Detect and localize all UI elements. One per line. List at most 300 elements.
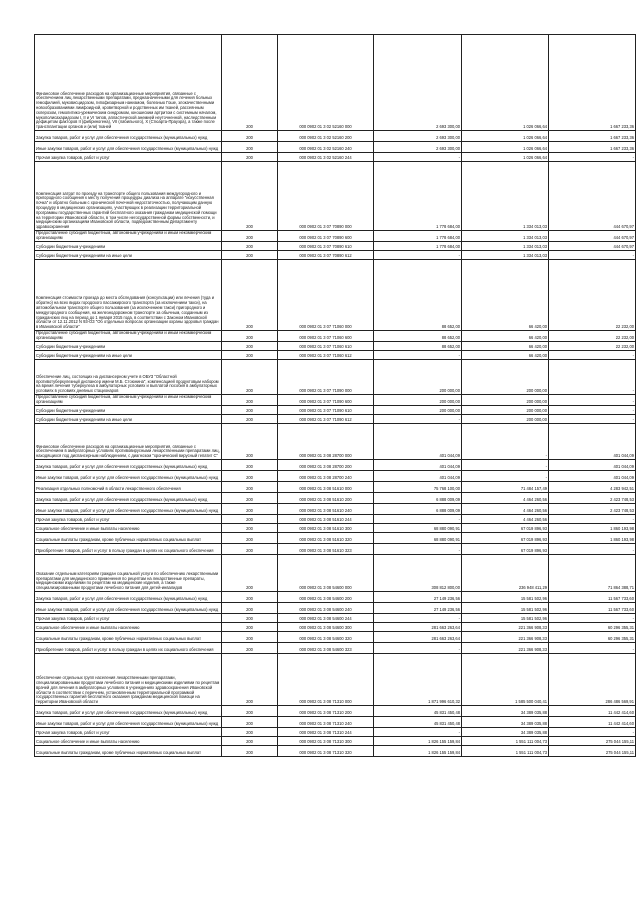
row-approved-amount: 27 149 236,56 (374, 592, 462, 603)
table-row (35, 415, 636, 424)
row-description (35, 142, 222, 153)
row-description-text: Закупка товаров, работ и услуг для обеспечения государственных (муниципальных) нужд (36, 135, 208, 141)
row-approved-amount: 68 880 090,91 (374, 533, 462, 544)
row-description-text: Иные закупки товаров, работ и услуг для обеспечения государственных (муниципальных) нужд (36, 607, 219, 613)
row-description (35, 242, 222, 251)
row-unexecuted-amount: - (549, 351, 636, 360)
row-approved-amount: 2 693 300,00 (374, 35, 462, 131)
table-row (35, 728, 636, 737)
row-description-text: Компенсация стоимости проезда до места обследования (консультации) или лечения (туда и обратно) на всех видах городского пассажирского транспорта (за исключением такси), на автомобильном транспорте общего пользования (за исключением такси) пригородного и междугородного сообщения, на железнодорожном транспорте за обычным, созданным из гражданских лиц на период до 1 января 2015 года, в соответствии с Законом Ивановской области от 12.11.2012 N 93-ОЗ "Об отдельных вопросах организации охраны здоровья граждан в Ивановской области" (36, 295, 219, 330)
row-unexecuted-amount: 401 044,09 (549, 471, 636, 482)
row-budget-code: 000 0902 01 3 08 51610 320 (278, 533, 374, 544)
row-line-code: 200 (222, 623, 278, 632)
row-description (35, 504, 222, 515)
row-line-code: 200 (222, 231, 278, 242)
table-row (35, 331, 636, 342)
row-unexecuted-amount: - (549, 153, 636, 162)
row-budget-code: 000 0902 01 3 08 54600 323 (278, 643, 374, 654)
row-description (35, 544, 222, 555)
row-approved-amount: 401 044,09 (374, 460, 462, 471)
row-budget-code: 000 0902 01 3 08 51610 000 (278, 482, 374, 493)
row-line-code: 200 (222, 153, 278, 162)
row-executed-amount: 200 000,00 (462, 360, 549, 395)
table-row (35, 406, 636, 415)
row-executed-amount: 67 019 896,93 (462, 533, 549, 544)
row-unexecuted-amount: 1 667 233,36 (549, 35, 636, 131)
row-budget-code: 000 0902 01 3 02 52160 240 (278, 142, 374, 153)
row-approved-amount: 1 826 155 159,84 (374, 746, 462, 757)
row-description (35, 131, 222, 142)
row-line-code: 200 (222, 395, 278, 406)
row-unexecuted-amount: - (549, 360, 636, 395)
row-executed-amount: - (462, 424, 549, 460)
row-description-text: Субсидии бюджетным учреждениям на иные цели (36, 353, 132, 359)
row-budget-code: 000 0902 01 3 02 52160 200 (278, 131, 374, 142)
row-unexecuted-amount: 401 044,09 (549, 424, 636, 460)
row-unexecuted-amount: 71 864 388,71 (549, 555, 636, 592)
row-executed-amount: 1 334 013,03 (462, 251, 549, 260)
table-row (35, 351, 636, 360)
row-executed-amount: 1 026 066,64 (462, 35, 549, 131)
row-description (35, 515, 222, 524)
row-executed-amount: 1 026 066,64 (462, 142, 549, 153)
row-line-code: 200 (222, 504, 278, 515)
row-executed-amount: 34 389 035,88 (462, 728, 549, 737)
row-description-text: Предоставление субсидий бюджетным, автономным учреждениям и иным некоммерческим организациям (36, 330, 212, 341)
row-budget-code: 000 0902 01 3 02 52160 244 (278, 153, 374, 162)
row-unexecuted-amount: - (549, 395, 636, 406)
row-budget-code: 000 0902 01 3 08 71310 200 (278, 706, 374, 717)
row-approved-amount: 1 778 684,00 (374, 242, 462, 251)
row-unexecuted-amount: 22 232,00 (549, 260, 636, 331)
row-approved-amount: 1 826 155 159,84 (374, 737, 462, 746)
row-description (35, 706, 222, 717)
row-approved-amount: 401 044,09 (374, 471, 462, 482)
row-budget-code: 000 0902 01 3 07 70890 612 (278, 251, 374, 260)
row-approved-amount: 200 000,00 (374, 406, 462, 415)
row-budget-code: 000 0902 01 3 08 54600 320 (278, 632, 374, 643)
row-budget-code: 000 0902 01 3 08 51610 244 (278, 515, 374, 524)
row-unexecuted-amount: 11 567 733,60 (549, 603, 636, 614)
row-unexecuted-amount: 11 567 733,60 (549, 592, 636, 603)
row-executed-amount: 67 019 896,93 (462, 544, 549, 555)
budget-execution-table (34, 34, 636, 757)
row-unexecuted-amount: 1 860 193,98 (549, 524, 636, 533)
table-row (35, 614, 636, 623)
row-executed-amount: 236 948 411,29 (462, 555, 549, 592)
row-description (35, 623, 222, 632)
row-line-code: 200 (222, 406, 278, 415)
row-description-text: Закупка товаров, работ и услуг для обеспечения государственных (муниципальных) нужд (36, 497, 208, 503)
row-approved-amount: 88 652,00 (374, 342, 462, 351)
row-description (35, 471, 222, 482)
row-description (35, 728, 222, 737)
row-description (35, 533, 222, 544)
row-line-code: 200 (222, 717, 278, 728)
row-budget-code: 000 0902 01 3 07 71090 600 (278, 395, 374, 406)
row-description-text: Компенсация затрат по проезду на транспорте общего пользования междугородного и пригородного сообщения к месту получения процедуры диализа на аппарате "искусственная почка" и обратно больным с хронической почечной недостаточностью, получающим данную процедуру в медицинских организациях, участвующих в реализации территориальной программы государственных гарантий бесплатного оказания гражданам медицинской помощи на территории Ивановской области, в том числе негосударственной формы собственности, и медицинским организациям Ивановской области, подведомственным Департаменту здравоохранения (36, 190, 217, 230)
table-row (35, 493, 636, 504)
row-description-text: Предоставление субсидий бюджетным, автономным учреждениям и иным некоммерческим организациям (36, 230, 212, 241)
row-approved-amount: - (374, 351, 462, 360)
row-unexecuted-amount: - (549, 415, 636, 424)
row-unexecuted-amount: - (549, 728, 636, 737)
row-line-code: 200 (222, 555, 278, 592)
row-executed-amount: 1 026 066,64 (462, 131, 549, 142)
row-description-text: Закупка товаров, работ и услуг для обеспечения государственных (муниципальных) нужд (36, 596, 208, 602)
row-executed-amount: - (462, 460, 549, 471)
row-budget-code: 000 0902 01 3 08 54600 000 (278, 555, 374, 592)
row-approved-amount: 45 831 450,48 (374, 706, 462, 717)
row-unexecuted-amount: 60 296 355,31 (549, 623, 636, 632)
row-description-text: Иные закупки товаров, работ и услуг для обеспечения государственных (муниципальных) нужд (36, 475, 219, 481)
row-line-code: 200 (222, 162, 278, 231)
row-description (35, 35, 222, 131)
table-row (35, 717, 636, 728)
row-executed-amount: 1 334 013,03 (462, 162, 549, 231)
table-row (35, 515, 636, 524)
row-description-text: Субсидии бюджетным учреждениям (36, 408, 106, 414)
table-row (35, 142, 636, 153)
row-approved-amount: 200 000,00 (374, 360, 462, 395)
row-line-code: 200 (222, 35, 278, 131)
row-description-text: Финансовое обеспечение расходов на организационные мероприятия, связанные с обеспечением в амбулаторных условиях противовирусными лекарственными препаратами лиц, находящихся под диспансерным наблюдением, с диагнозом "хронический вирусный гепатит С" (36, 443, 220, 459)
row-budget-code: 000 0902 01 3 07 71090 000 (278, 360, 374, 395)
row-description-text: Реализация отдельных полномочий в области лекарственного обеспечения (36, 486, 181, 492)
row-executed-amount: 66 420,00 (462, 331, 549, 342)
row-executed-amount: 66 420,00 (462, 351, 549, 360)
row-line-code: 200 (222, 482, 278, 493)
row-executed-amount: 4 464 260,56 (462, 493, 549, 504)
row-description-text: Субсидии бюджетным учреждениям (36, 344, 106, 350)
row-approved-amount: 1 778 684,00 (374, 162, 462, 231)
row-line-code: 200 (222, 242, 278, 251)
row-budget-code: 000 0902 01 3 07 70890 610 (278, 242, 374, 251)
row-description (35, 746, 222, 757)
row-description-text: Предоставление субсидий бюджетным, автономным учреждениям и иным некоммерческим организациям (36, 394, 212, 405)
table-row (35, 460, 636, 471)
row-unexecuted-amount: 275 044 155,11 (549, 746, 636, 757)
row-executed-amount: 66 420,00 (462, 260, 549, 331)
row-executed-amount: 1 585 500 040,41 (462, 654, 549, 706)
row-line-code: 200 (222, 544, 278, 555)
row-line-code: 200 (222, 632, 278, 643)
table-row (35, 737, 636, 746)
row-approved-amount: 281 663 263,64 (374, 623, 462, 632)
table-row (35, 35, 636, 131)
row-line-code: 200 (222, 746, 278, 757)
row-description-text: Социальное обеспечение и иные выплаты населению (36, 739, 140, 745)
row-line-code: 200 (222, 614, 278, 623)
row-line-code: 200 (222, 603, 278, 614)
row-approved-amount: 68 880 090,91 (374, 524, 462, 533)
row-approved-amount: 200 000,00 (374, 395, 462, 406)
row-description (35, 406, 222, 415)
row-budget-code: 000 0902 01 3 08 71310 320 (278, 746, 374, 757)
row-approved-amount: 2 693 300,00 (374, 142, 462, 153)
table-row (35, 555, 636, 592)
row-description (35, 251, 222, 260)
row-line-code: 200 (222, 131, 278, 142)
table-row (35, 504, 636, 515)
row-description (35, 395, 222, 406)
row-description-text: Социальные выплаты гражданам, кроме публичных нормативных социальных выплат (36, 750, 201, 756)
row-budget-code: 000 0902 01 3 07 71060 000 (278, 260, 374, 331)
table-row (35, 632, 636, 643)
row-description (35, 342, 222, 351)
row-approved-amount: 27 149 236,56 (374, 603, 462, 614)
row-executed-amount: 1 026 066,64 (462, 153, 549, 162)
row-description (35, 460, 222, 471)
row-unexecuted-amount: 275 044 155,11 (549, 737, 636, 746)
row-executed-amount: 15 581 502,96 (462, 592, 549, 603)
row-approved-amount: 88 652,00 (374, 331, 462, 342)
row-unexecuted-amount: 401 044,09 (549, 460, 636, 471)
row-description-text: Иные закупки товаров, работ и услуг для обеспечения государственных (муниципальных) нужд (36, 721, 219, 727)
row-unexecuted-amount: 22 232,00 (549, 331, 636, 342)
row-executed-amount: 1 551 111 004,73 (462, 746, 549, 757)
row-description (35, 614, 222, 623)
table-row (35, 706, 636, 717)
row-executed-amount: 221 366 908,33 (462, 643, 549, 654)
row-executed-amount: 15 581 502,96 (462, 614, 549, 623)
row-description-text: Обеспечение отдельных групп населения лекарственными препаратами, специализированными продуктами лечебного питания и медицинскими изделиями по рецептам врачей для лечения в амбулаторных условиях в учреждениях здравоохранения Ивановской области в соответствии с перечнем, установленным территориальной программой государственных гарантий бесплатного оказания гражданам медицинской помощи на территории Ивановской области (36, 675, 220, 705)
row-description (35, 737, 222, 746)
row-executed-amount: 221 366 908,33 (462, 623, 549, 632)
row-description (35, 415, 222, 424)
row-description (35, 493, 222, 504)
row-budget-code: 000 0902 01 3 07 70890 600 (278, 231, 374, 242)
row-line-code: 200 (222, 737, 278, 746)
row-unexecuted-amount: - (549, 614, 636, 623)
row-executed-amount: 200 000,00 (462, 406, 549, 415)
row-approved-amount: - (374, 643, 462, 654)
row-line-code: 200 (222, 643, 278, 654)
row-description (35, 717, 222, 728)
row-description (35, 603, 222, 614)
row-description-text: Социальное обеспечение и иные выплаты населению (36, 526, 140, 532)
row-executed-amount: 200 000,00 (462, 395, 549, 406)
row-description (35, 231, 222, 242)
row-unexecuted-amount: 11 442 414,60 (549, 706, 636, 717)
row-unexecuted-amount: - (549, 406, 636, 415)
row-approved-amount: 75 768 100,00 (374, 482, 462, 493)
row-line-code: 200 (222, 360, 278, 395)
row-line-code: 200 (222, 260, 278, 331)
row-line-code: 200 (222, 706, 278, 717)
row-approved-amount: 281 663 263,64 (374, 632, 462, 643)
row-description-text: Прочая закупка товаров, работ и услуг (36, 616, 110, 622)
row-description (35, 360, 222, 395)
row-description-text: Субсидии бюджетным учреждениям (36, 244, 106, 250)
row-description (35, 331, 222, 342)
row-description-text: Оказание отдельным категориям граждан социальной услуги по обеспечению лекарственными препаратами для медицинского применения по рецептам на лекарственные препараты, медицинскими изделиями по рецептам на медицинские изделия, а также специализированными продуктами лечебного питания для детей-инвалидов (36, 570, 219, 591)
row-description (35, 654, 222, 706)
table-row (35, 424, 636, 460)
row-executed-amount: 15 581 502,96 (462, 603, 549, 614)
row-line-code: 200 (222, 424, 278, 460)
row-line-code: 200 (222, 331, 278, 342)
row-line-code: 200 (222, 142, 278, 153)
row-description-text: Прочая закупка товаров, работ и услуг (36, 155, 110, 161)
row-line-code: 200 (222, 728, 278, 737)
row-budget-code: 000 0902 01 3 07 70890 000 (278, 162, 374, 231)
row-description (35, 260, 222, 331)
row-budget-code: 000 0902 01 3 08 54600 240 (278, 603, 374, 614)
row-line-code: 200 (222, 524, 278, 533)
row-budget-code: 000 0902 01 3 07 71060 600 (278, 331, 374, 342)
row-line-code: 200 (222, 460, 278, 471)
row-executed-amount: 1 551 111 004,73 (462, 737, 549, 746)
row-unexecuted-amount: 2 423 748,53 (549, 493, 636, 504)
row-executed-amount: 221 366 908,33 (462, 632, 549, 643)
row-approved-amount: 6 888 009,09 (374, 504, 462, 515)
row-line-code: 200 (222, 592, 278, 603)
table-row (35, 533, 636, 544)
row-budget-code: 000 0902 01 3 08 28700 200 (278, 460, 374, 471)
row-unexecuted-amount: 2 423 748,53 (549, 504, 636, 515)
row-budget-code: 000 0902 01 3 08 51610 300 (278, 524, 374, 533)
row-executed-amount: 34 389 035,88 (462, 706, 549, 717)
row-budget-code: 000 0902 01 3 08 28700 240 (278, 471, 374, 482)
row-approved-amount: - (374, 515, 462, 524)
row-line-code: 200 (222, 515, 278, 524)
row-line-code: 200 (222, 415, 278, 424)
row-unexecuted-amount: 1 667 233,36 (549, 142, 636, 153)
row-executed-amount: 1 334 013,03 (462, 242, 549, 251)
row-approved-amount: 1 778 684,00 (374, 231, 462, 242)
table-row (35, 131, 636, 142)
table-row (35, 242, 636, 251)
row-budget-code: 000 0902 01 3 07 71090 610 (278, 406, 374, 415)
row-budget-code: 000 0902 01 3 02 52160 000 (278, 35, 374, 131)
table-row (35, 592, 636, 603)
row-budget-code: 000 0902 01 3 08 71310 240 (278, 717, 374, 728)
table-row (35, 623, 636, 632)
row-description (35, 153, 222, 162)
row-executed-amount: 67 019 896,93 (462, 524, 549, 533)
row-executed-amount: 71 484 157,49 (462, 482, 549, 493)
row-description-text: Субсидии бюджетным учреждениям на иные цели (36, 253, 132, 259)
row-description-text: Приобретение товаров, работ и услуг в пользу граждан в целях их социального обеспечения (36, 647, 214, 653)
table-row (35, 544, 636, 555)
table-row (35, 482, 636, 493)
table-row (35, 153, 636, 162)
row-executed-amount: 66 420,00 (462, 342, 549, 351)
row-description (35, 592, 222, 603)
row-approved-amount: 1 871 996 610,32 (374, 654, 462, 706)
row-budget-code: 000 0902 01 3 08 51610 200 (278, 493, 374, 504)
row-executed-amount: 1 334 013,03 (462, 231, 549, 242)
row-description (35, 351, 222, 360)
table-row (35, 654, 636, 706)
row-description-text: Субсидии бюджетным учреждениям на иные цели (36, 417, 132, 423)
row-unexecuted-amount: 60 296 355,31 (549, 632, 636, 643)
row-unexecuted-amount: 444 670,97 (549, 231, 636, 242)
table-row (35, 260, 636, 331)
row-approved-amount: - (374, 251, 462, 260)
row-budget-code: 000 0902 01 3 08 54600 300 (278, 623, 374, 632)
row-budget-code: 000 0902 01 3 07 71060 610 (278, 342, 374, 351)
row-unexecuted-amount: - (549, 515, 636, 524)
row-line-code: 200 (222, 471, 278, 482)
row-unexecuted-amount: - (549, 251, 636, 260)
row-budget-code: 000 0902 01 3 07 71060 612 (278, 351, 374, 360)
row-line-code: 200 (222, 493, 278, 504)
table-row (35, 360, 636, 395)
row-executed-amount: 4 464 260,56 (462, 504, 549, 515)
table-row (35, 231, 636, 242)
row-description (35, 424, 222, 460)
row-unexecuted-amount: 444 670,97 (549, 242, 636, 251)
row-description-text: Обеспечение лиц, состоящих на диспансерном учете в ОБУЗ "Областной противотуберкулезный диспансер имени М.Б. Стоюнина", компенсацией продуктовым набором на время лечения туберкулеза в амбулаторных условиях и выплатой пособия в амбулаторных условиях в условиях дневных стационаров (36, 373, 219, 394)
row-budget-code: 000 0902 01 3 08 71310 300 (278, 737, 374, 746)
row-line-code: 200 (222, 654, 278, 706)
row-executed-amount: 200 000,00 (462, 415, 549, 424)
row-approved-amount: - (374, 544, 462, 555)
row-budget-code: 000 0902 01 3 08 71310 000 (278, 654, 374, 706)
table-row (35, 162, 636, 231)
row-unexecuted-amount: - (549, 544, 636, 555)
row-approved-amount: - (374, 728, 462, 737)
row-description-text: Прочая закупка товаров, работ и услуг (36, 517, 110, 523)
table-row (35, 395, 636, 406)
table-row (35, 471, 636, 482)
row-approved-amount: 45 831 450,48 (374, 717, 462, 728)
row-budget-code: 000 0902 01 3 08 51610 323 (278, 544, 374, 555)
row-description-text: Закупка товаров, работ и услуг для обеспечения государственных (муниципальных) нужд (36, 464, 208, 470)
row-approved-amount: 308 812 800,00 (374, 555, 462, 592)
row-unexecuted-amount: 1 667 233,36 (549, 131, 636, 142)
row-unexecuted-amount: 4 283 942,51 (549, 482, 636, 493)
table-row (35, 746, 636, 757)
row-executed-amount: - (462, 471, 549, 482)
row-approved-amount: 88 652,00 (374, 260, 462, 331)
row-approved-amount: 6 888 009,09 (374, 493, 462, 504)
row-unexecuted-amount: - (549, 643, 636, 654)
row-line-code: 200 (222, 342, 278, 351)
row-budget-code: 000 0902 01 3 08 28700 000 (278, 424, 374, 460)
row-description (35, 643, 222, 654)
row-unexecuted-amount: 1 860 193,98 (549, 533, 636, 544)
row-line-code: 200 (222, 251, 278, 260)
row-executed-amount: 34 389 035,88 (462, 717, 549, 728)
table-row (35, 643, 636, 654)
row-description-text: Иные закупки товаров, работ и услуг для обеспечения государственных (муниципальных) нужд (36, 146, 219, 152)
table-body (35, 35, 636, 757)
row-description (35, 482, 222, 493)
row-budget-code: 000 0902 01 3 08 51610 240 (278, 504, 374, 515)
row-description-text: Социальные выплаты гражданам, кроме публичных нормативных социальных выплат (36, 636, 201, 642)
row-description (35, 632, 222, 643)
row-unexecuted-amount: 11 442 414,60 (549, 717, 636, 728)
row-unexecuted-amount: 286 486 569,91 (549, 654, 636, 706)
row-description-text: Иные закупки товаров, работ и услуг для обеспечения государственных (муниципальных) нужд (36, 508, 219, 514)
row-line-code: 200 (222, 351, 278, 360)
row-approved-amount: - (374, 153, 462, 162)
table-row (35, 524, 636, 533)
table-row (35, 251, 636, 260)
row-approved-amount: 401 044,09 (374, 424, 462, 460)
row-approved-amount: - (374, 614, 462, 623)
row-description-text: Прочая закупка товаров, работ и услуг (36, 730, 110, 736)
row-unexecuted-amount: 444 670,97 (549, 162, 636, 231)
row-budget-code: 000 0902 01 3 08 54600 200 (278, 592, 374, 603)
row-executed-amount: 4 464 260,56 (462, 515, 549, 524)
row-description-text: Социальное обеспечение и иные выплаты населению (36, 625, 140, 631)
row-budget-code: 000 0902 01 3 08 71310 244 (278, 728, 374, 737)
row-description (35, 524, 222, 533)
